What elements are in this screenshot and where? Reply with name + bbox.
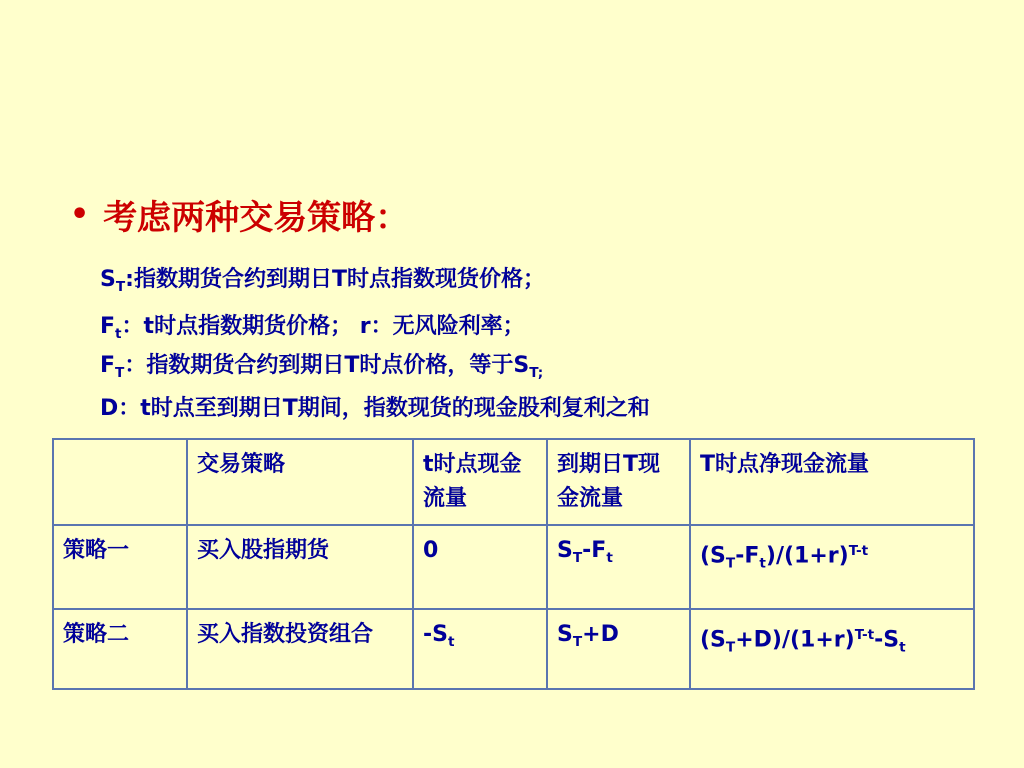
table-header-row [53,439,974,525]
header-cell [53,439,187,525]
definition-fT [100,348,543,381]
definition-st [100,262,545,295]
slide-title: 考虑两种交易策略： [103,198,410,238]
slide-title-line [70,190,409,239]
maturity-cash-flow: $S_T+D$ [547,609,690,689]
t-cash-flow: $-S_t$ [413,609,547,689]
symbol: S [100,267,116,292]
header-cell: 到期日T现金流量 [547,439,690,525]
symbol: F [100,314,116,339]
symbol: F [100,353,116,378]
definition-ft [100,309,525,342]
definition-text: D：t时点至到期日T期间，指数现货的现金股利复利之和 [100,396,650,421]
definition-text: ：指数期货合约到期日T时点价格，等于S [124,353,530,378]
header-cell: 交易策略 [187,439,413,525]
symbol-subscript: t [115,325,122,342]
table-row [53,525,974,609]
symbol-subscript: T [115,278,126,295]
bullet-icon: • [70,197,90,232]
definition-d [100,391,650,422]
symbol-subscript: T [115,364,125,381]
definition-text: :指数期货合约到期日T时点指数现货价格； [125,267,545,292]
strategy-desc: 买入指数投资组合 [187,609,413,689]
strategy-table [52,438,975,690]
net-cash-flow: $(S_T+D)/(1+r)^{T-t}-S_t$ [690,609,974,689]
maturity-cash-flow: $S_T-F_t$ [547,525,690,609]
header-cell: t时点现金流量 [413,439,547,525]
symbol-subscript: T; [529,364,544,381]
header-cell: T时点净现金流量 [690,439,974,525]
definition-text: ：t时点指数期货价格； r：无风险利率； [121,314,525,339]
strategy-name: 策略一 [53,525,187,609]
table-row [53,609,974,689]
net-cash-flow: $(S_T-F_t)/(1+r)^{T-t}$ [690,525,974,609]
strategy-name: 策略二 [53,609,187,689]
strategy-desc: 买入股指期货 [187,525,413,609]
t-cash-flow: 0 [413,525,547,609]
